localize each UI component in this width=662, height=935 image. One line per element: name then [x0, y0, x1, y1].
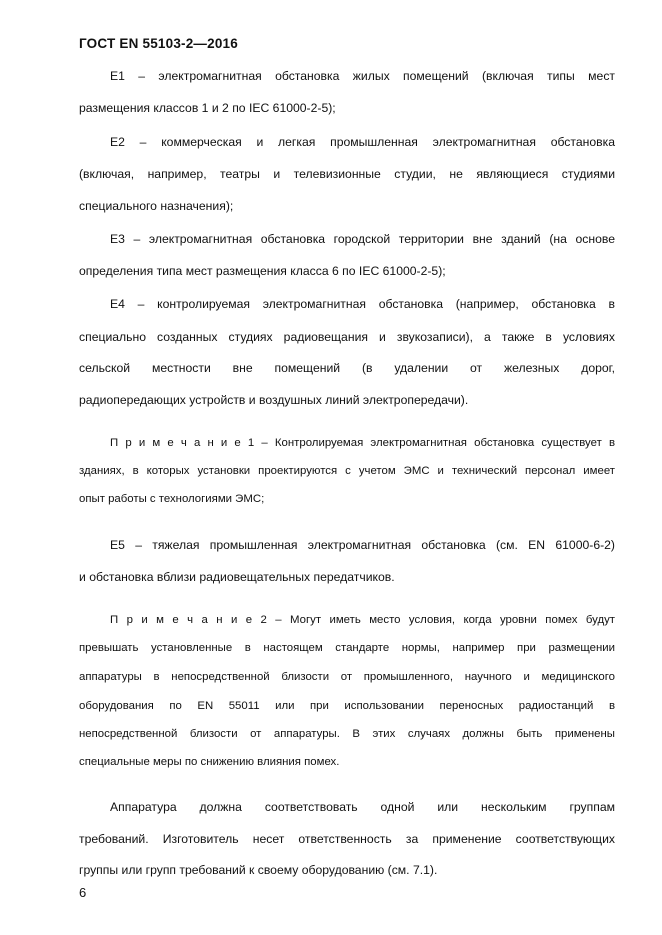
note2-line-3: аппаратуры в непосредственной близости от промышленного, научного и медицинского — [79, 671, 615, 683]
e1-line-2: размещения классов 1 и 2 по IEC 61000-2-5); — [79, 101, 336, 115]
note2-line-5: непосредственной близости от аппаратуры. В этих случаях должны быть применены — [79, 728, 615, 740]
final-line-1: Аппаратура должна соответствовать одной или нескольким группам — [110, 800, 615, 814]
e5-line-1: E5 – тяжелая промышленная электромагнитная обстановка (см. EN 61000-6-2) — [110, 538, 615, 552]
e3-line-2: определения типа мест размещения класса 6 по IEC 61000-2-5); — [79, 264, 446, 278]
note2-line-6: специальные меры по снижению влияния помех. — [79, 756, 340, 768]
final-line-3: группы или групп требований к своему оборудованию (см. 7.1). — [79, 863, 438, 877]
note2-line-1: П р и м е ч а н и е 2 – Могут иметь место условия, когда уровни помех будут — [110, 614, 615, 626]
e4-line-3: сельской местности вне помещений (в удалении от железных дорог, — [79, 361, 615, 375]
note2-line-2: превышать установленные в настоящем стандарте нормы, например при размещении — [79, 642, 615, 654]
e2-line-3: специального назначения); — [79, 199, 234, 213]
e4-line-2: специально созданных студиях радиовещания и звукозаписи), а также в условиях — [79, 330, 615, 344]
note1-line-3: опыт работы с технологиями ЭМС; — [79, 493, 265, 505]
e4-line-1: E4 – контролируемая электромагнитная обстановка (например, обстановка в — [110, 297, 615, 311]
e5-line-2: и обстановка вблизи радиовещательных передатчиков. — [79, 570, 395, 584]
document-header: ГОСТ EN 55103-2—2016 — [79, 36, 238, 51]
e2-line-2: (включая, например, театры и телевизионные студии, не являющиеся студиями — [79, 167, 615, 181]
final-line-2: требований. Изготовитель несет ответственность за применение соответствующих — [79, 832, 615, 846]
e3-line-1: E3 – электромагнитная обстановка городской территории вне зданий (на основе — [110, 232, 615, 246]
e2-line-1: E2 – коммерческая и легкая промышленная электромагнитная обстановка — [110, 135, 615, 149]
note1-line-1: П р и м е ч а н и е 1 – Контролируемая электромагнитная обстановка существует в — [110, 437, 615, 449]
e1-line-1: E1 – электромагнитная обстановка жилых помещений (включая типы мест — [110, 69, 615, 83]
note1-line-2: зданиях, в которых установки проектируются с учетом ЭМС и технический персонал имеет — [79, 465, 615, 477]
page-number: 6 — [79, 885, 87, 900]
e4-line-4: радиопередающих устройств и воздушных линий электропередачи). — [79, 393, 469, 407]
note2-line-4: оборудования по EN 55011 или при использовании переносных радиостанций в — [79, 700, 615, 712]
